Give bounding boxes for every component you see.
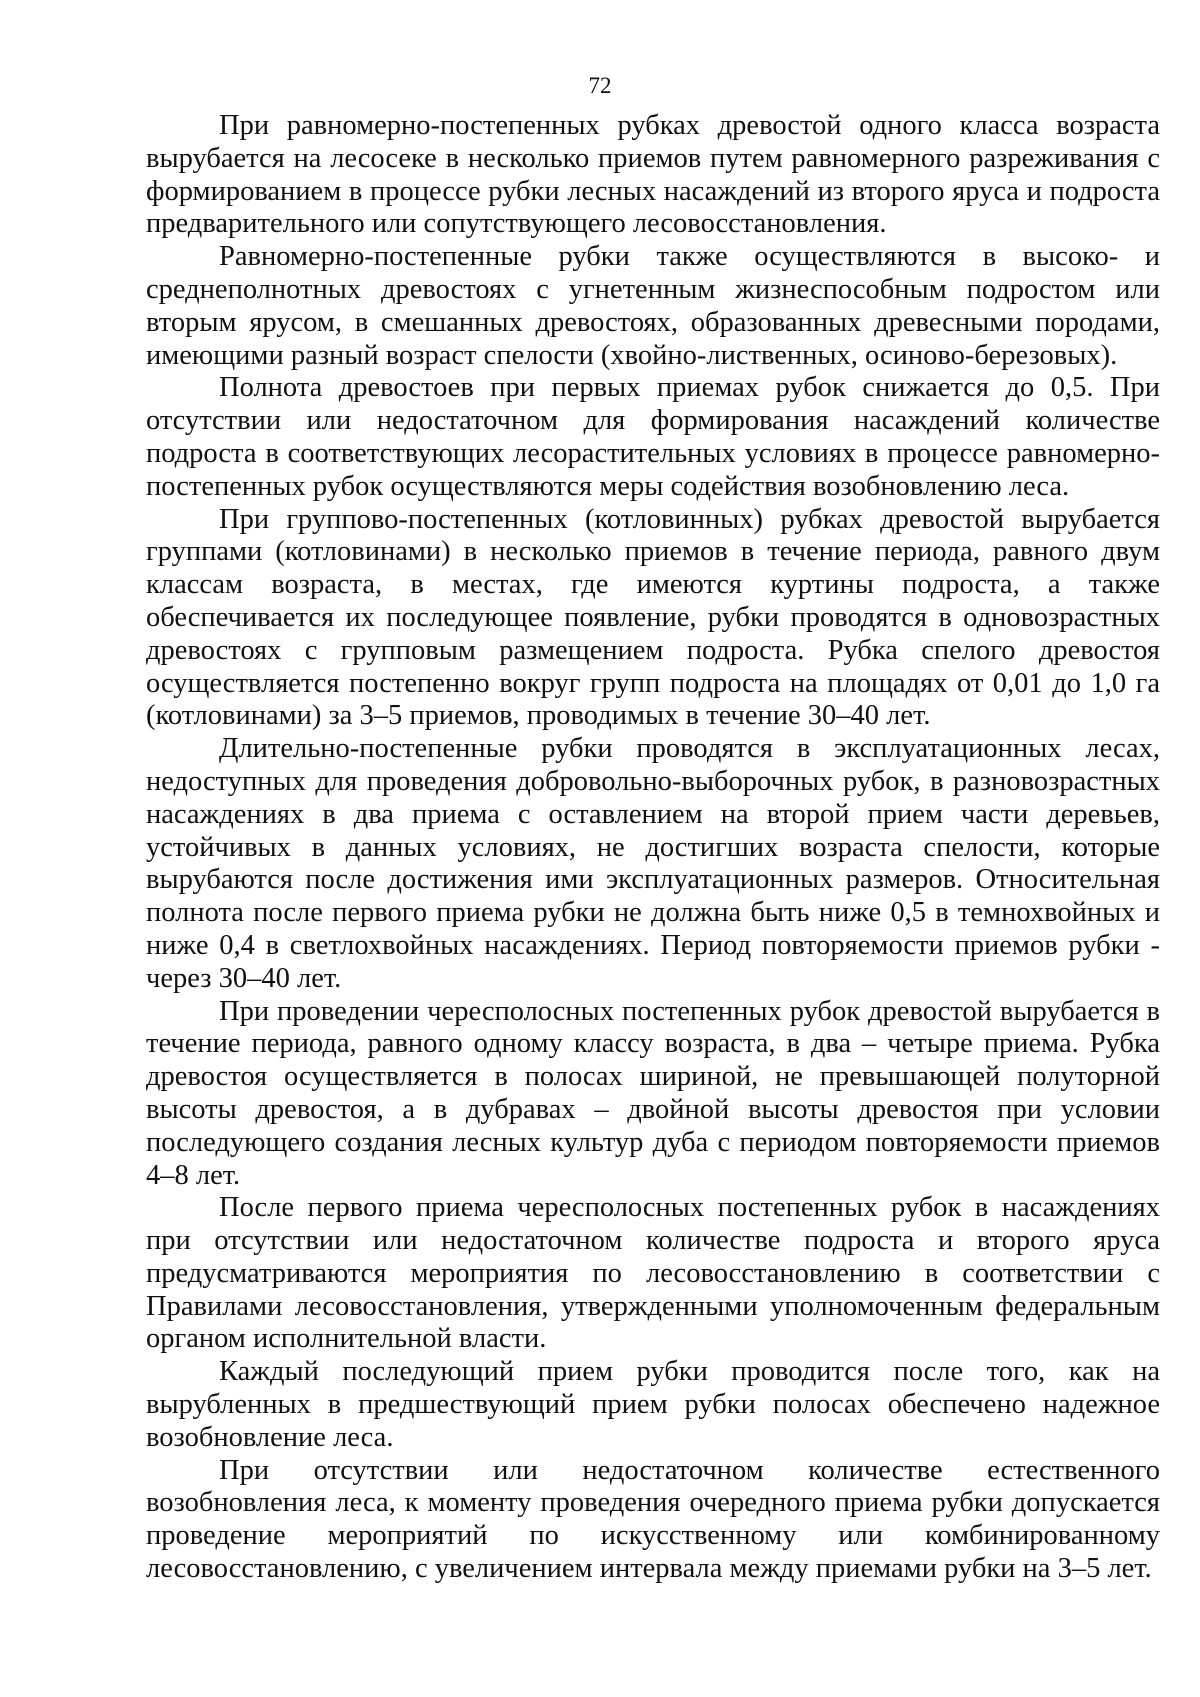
paragraph: Равномерно-постепенные рубки также осуществляются в высоко- и среднеполнотных древостоях с угнетенным жизнеспособным подростом или вторым ярусом, в смешанных древостоях, образованных древесными породами, имеющими разный возраст спелости (хвойно-лиственных, осиново-березовых). <box>146 241 1160 371</box>
paragraph: Полнота древостоев при первых приемах рубок снижается до 0,5. При отсутствии или недостаточном для формирования насаждений количестве подроста в соответствующих лесорастительных условиях в процессе равномерно-постепенных рубок осуществляются меры содействия возобновлению леса. <box>146 372 1160 502</box>
paragraph: При равномерно-постепенных рубках древостой одного класса возраста вырубается на лесосеке в несколько приемов путем равномерного разреживания с формированием в процессе рубки лесных насаждений из второго яруса и подроста предварительного или сопутствующего лесовосстановления. <box>146 110 1160 240</box>
paragraph: Длительно-постепенные рубки проводятся в эксплуатационных лесах, недоступных для проведения добровольно-выборочных рубок, в разновозрастных насаждениях в два приема с оставлением на второй прием части деревьев, устойчивых в данных условиях, не достигших возраста спелости, которые вырубаются после достижения ими эксплуатационных размеров. Относительная полнота после первого приема рубки не должна быть ниже 0,5 в темнохвойных и ниже 0,4 в светлохвойных насаждениях. Период повторяемости приемов рубки - через 30–40 лет. <box>146 733 1160 994</box>
paragraph: При группово-постепенных (котловинных) рубках древостой вырубается группами (котловинами) в несколько приемов в течение периода, равного двум классам возраста, в местах, где имеются куртины подроста, а также обеспечивается их последующее появление, рубки проводятся в одновозрастных древостоях с групповым размещением подроста. Рубка спелого древостоя осуществляется постепенно вокруг групп подроста на площадях от 0,01 до 1,0 га (котловинами) за 3–5 приемов, проводимых в течение 30–40 лет. <box>146 503 1160 732</box>
paragraph: После первого приема чересполосных постепенных рубок в насаждениях при отсутствии или недостаточном количестве подроста и второго яруса предусматриваются мероприятия по лесовосстановлению в соответствии с Правилами лесовосстановления, утвержденными уполномоченным федеральным органом исполнительной власти. <box>146 1192 1160 1355</box>
document-body <box>146 110 1160 1586</box>
paragraph: Каждый последующий прием рубки проводится после того, как на вырубленных в предшествующий прием рубки полосах обеспечено надежное возобновление леса. <box>146 1356 1160 1453</box>
paragraph: При отсутствии или недостаточном количестве естественного возобновления леса, к моменту проведения очередного приема рубки допускается проведение мероприятий по искусственному или комбинированному лесовосстановлению, с увеличением интервала между приемами рубки на 3–5 лет. <box>146 1454 1160 1585</box>
page-number: 72 <box>588 73 612 98</box>
paragraph: При проведении чересполосных постепенных рубок древостой вырубается в течение периода, равного одному классу возраста, в два – четыре приема. Рубка древостоя осуществляется в полосах шириной, не превышающей полуторной высоты древостоя, а в дубравах – двойной высоты древостоя при условии последующего создания лесных культур дуба с периодом повторяемости приемов 4–8 лет. <box>146 995 1160 1191</box>
